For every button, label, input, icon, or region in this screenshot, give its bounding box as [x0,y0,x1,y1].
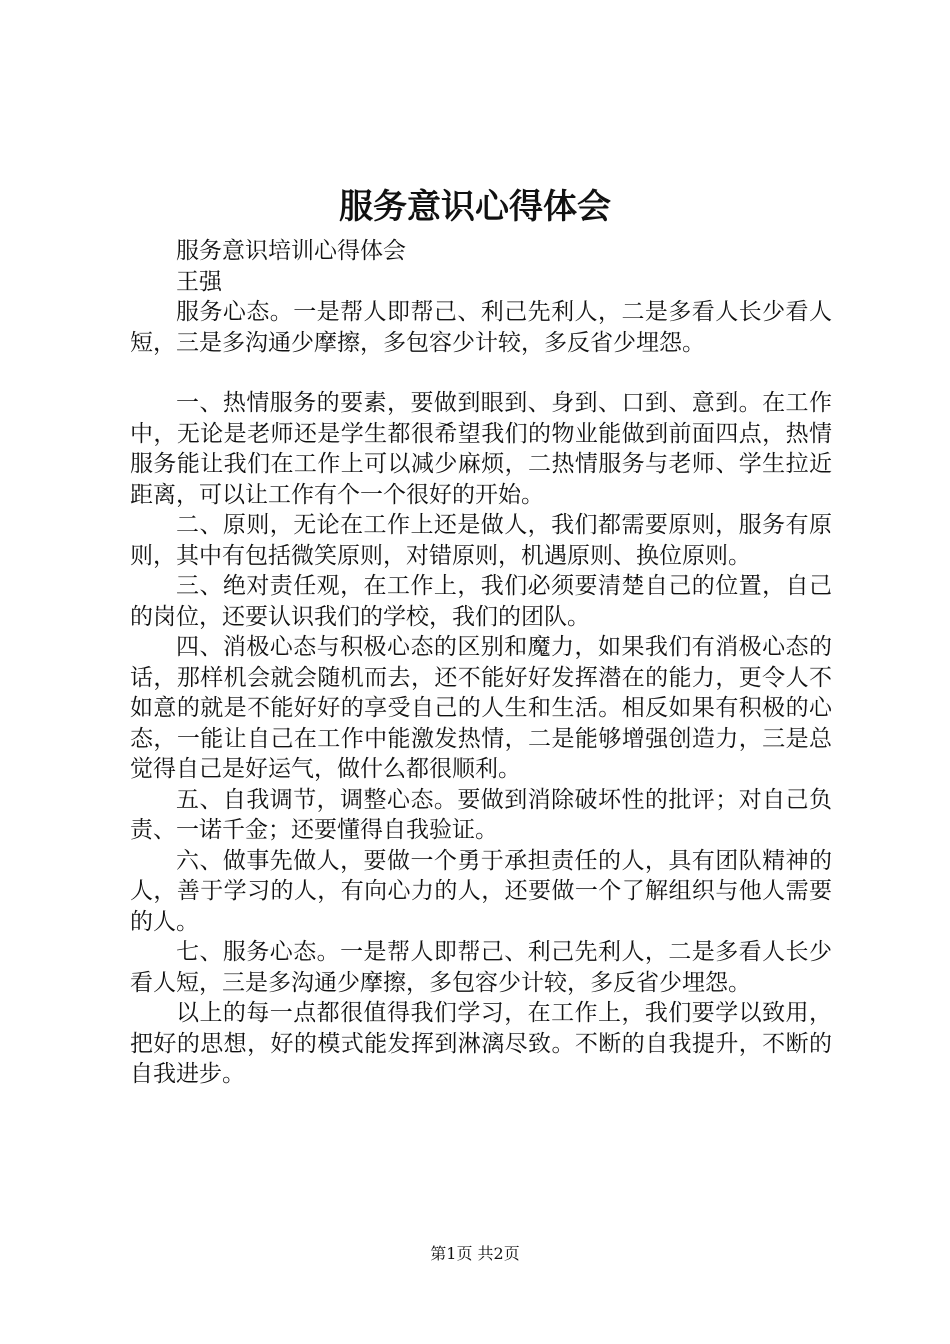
paragraph: 四、消极心态与积极心态的区别和魔力，如果我们有消极心态的话，那样机会就会随机而去，还不能好好发挥潜在的能力，更令人不如意的就是不能好好的享受自己的人生和生活。相反如果有积极的心态，一能让自己在工作中能激发热情，二是能够增强创造力，三是总觉得自己是好运气，做什么都很顺利。 [130,634,832,782]
paragraph: 一、热情服务的要素，要做到眼到、身到、口到、意到。在工作中，无论是老师还是学生都很希望我们的物业能做到前面四点，热情服务能让我们在工作上可以减少麻烦，二热情服务与老师、学生拉近距离，可以让工作有个一个很好的开始。 [130,390,832,508]
paragraph: 七、服务心态。一是帮人即帮己、利己先利人，二是多看人长少看人短，三是多沟通少摩擦，多包容少计较，多反省少埋怨。 [130,939,832,996]
document-body [130,236,832,1090]
document-subtitle: 服务意识培训心得体会 [176,238,406,264]
page-number-footer: 第1页 共2页 [430,1244,520,1263]
paragraph: 六、做事先做人，要做一个勇于承担责任的人，具有团队精神的人，善于学习的人，有向心力的人，还要做一个了解组织与他人需要的人。 [130,847,832,935]
document-author: 王强 [176,268,222,295]
paragraph: 五、自我调节，调整心态。要做到消除破坏性的批评；对自己负责、一诺千金；还要懂得自我验证。 [130,786,832,843]
paragraph: 以上的每一点都很值得我们学习，在工作上，我们要学以致用，把好的思想，好的模式能发挥到淋漓尽致。不断的自我提升，不断的自我进步。 [130,1000,832,1087]
paragraph: 服务心态。一是帮人即帮己、利己先利人，二是多看人长少看人短，三是多沟通少摩擦，多包容少计较，多反省少埋怨。 [130,299,832,356]
document-title: 服务意识心得体会 [339,187,611,227]
paragraph: 二、原则，无论在工作上还是做人，我们都需要原则，服务有原则，其中有包括微笑原则，对错原则，机遇原则、换位原则。 [130,512,832,569]
paragraph: 三、绝对责任观，在工作上，我们必须要清楚自己的位置，自己的岗位，还要认识我们的学校，我们的团队。 [130,573,832,630]
